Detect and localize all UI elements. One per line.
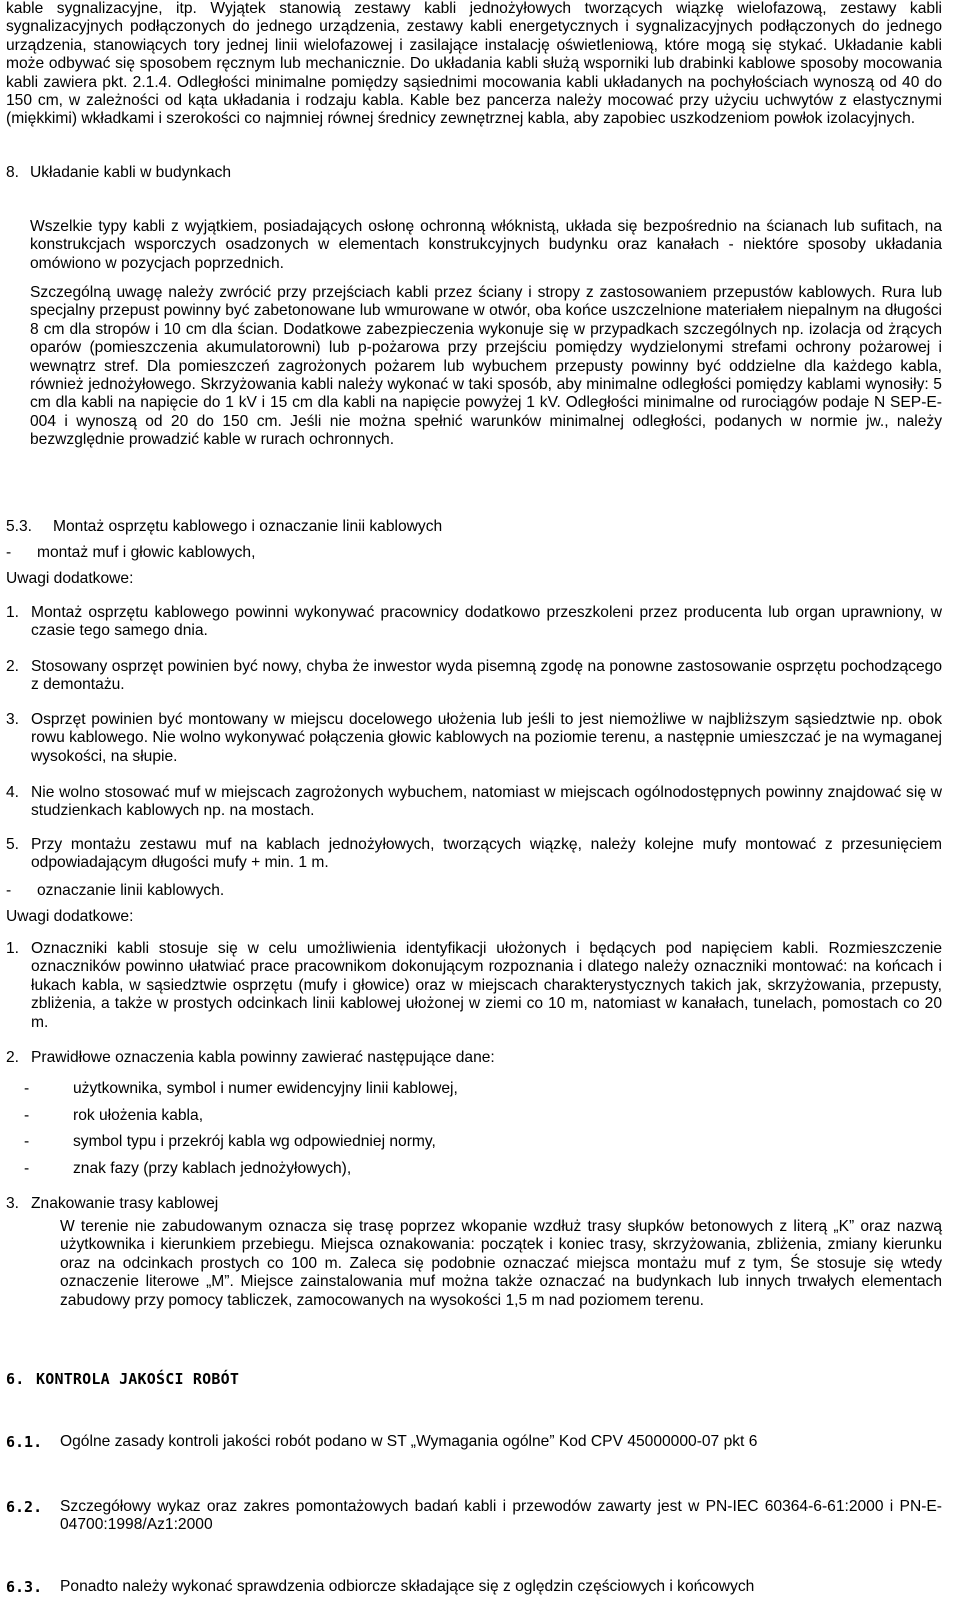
list-number: 3.	[6, 1195, 20, 1212]
subsection-number: 6.2.	[6, 1498, 43, 1516]
list-item	[6, 836, 942, 873]
subsection-item	[6, 1433, 942, 1451]
section-number: 5.3.	[6, 518, 33, 535]
list-number: 2.	[6, 658, 20, 675]
list-item-heading	[6, 1195, 218, 1213]
subsection-text: Szczegółowy wykaz oraz zakres pomontażowych badań kabli i przewodów zawarty jest w PN-IEC 60364-6-61:2000 i PN-E-04700:1998/Az1:2000	[60, 1498, 942, 1534]
dash-line	[6, 544, 255, 562]
section-heading-8	[6, 164, 231, 182]
list-heading-text: Znakowanie trasy kablowej	[31, 1195, 219, 1212]
subsection-item	[6, 1498, 942, 1535]
list-item	[6, 940, 942, 1032]
label-field-text: rok ułożenia kabla,	[73, 1107, 204, 1124]
list-number: 4.	[6, 784, 20, 801]
label-field-text: symbol typu i przekrój kabla wg odpowiedniej normy,	[73, 1133, 436, 1150]
label-field-item	[24, 1133, 436, 1151]
list-item	[6, 711, 942, 766]
subsection-text: Ogólne zasady kontroli jakości robót podano w ST „Wymagania ogólne” Kod CPV 45000000-07 pkt 6	[60, 1433, 758, 1450]
list-text: Prawidłowe oznaczenia kabla powinny zawierać następujące dane:	[31, 1049, 495, 1066]
body-paragraph: Szczególną uwagę należy zwrócić przy przejściach kabli przez ściany i stropy z zastosowaniem przepustów kablowych. Rura lub specjalny przepust powinny być zabetonowane lub wmurowane w otwór, oba końce uszczelnione materiałem niepalnym na długości 8 cm dla stropów i 10 cm dla ścian. Dodatkowe zabezpieczenia wykonuje się w przypadkach szczególnych np. izolacja od żrących oparów (pomieszczenia akumulatorowni) lub p-pożarowa przy przejściu pomiędzy wydzielonymi strefami ochrony pożarowej i wewnątrz stref. Dla pomieszczeń zagrożonych pożarem lub wybuchem przepusty powinny być oddzielne dla każdego kabla, również jednożyłowego. Skrzyżowania kabli należy wykonać w taki sposób, aby minimalne odległości pomiędzy kablami wynosiły: 5 cm dla kabli na napięcie do 1 kV i 15 cm dla kabli na napięcie powyżej 1 kV. Odległości minimalne od rurociągów podaje N SEP-E-004 i wynoszą od 20 do 150 cm. Jeśli nie można spełnić warunków minimalnej odległości, podanych w normie jw., należy bezwzględnie prowadzić kable w rurach ochronnych.	[30, 284, 942, 449]
subsection-number: 6.1.	[6, 1433, 43, 1451]
dash-marker: -	[24, 1080, 30, 1097]
list-item	[6, 658, 942, 695]
label-field-item	[24, 1080, 458, 1098]
subsection-item	[6, 1578, 942, 1596]
section-number: 8.	[6, 164, 20, 181]
section-title: KONTROLA JAKOŚCI ROBÓT	[36, 1370, 240, 1388]
section-heading-5-3	[6, 518, 442, 536]
list-number: 1.	[6, 604, 20, 621]
body-paragraph: W terenie nie zabudowanym oznacza się trasę poprzez wkopanie wzdłuż trasy słupków betonowych z literą „K” oraz nazwą użytkownika i kierunkiem przebiegu. Miejsca oznakowania: początek i koniec trasy, skrzyżowania, zbliżenia, zmiany kierunku oraz na odcinkach prostych co 100 m. Zaleca się podobnie oznaczać miejsca montażu muf z tym, Śe stosuje się wtedy oznaczenie literowe „M”. Miejsce zainstalowania muf można także oznaczać na budynkach lub innych trwałych elementach zabudowy przy pomocy tabliczek, zamocowanych na wysokości 1,5 m nad poziomem terenu.	[60, 1218, 942, 1309]
dash-text: montaż muf i głowic kablowych,	[37, 544, 256, 561]
label-field-text: znak fazy (przy kablach jednożyłowych),	[73, 1160, 352, 1177]
dash-marker: -	[6, 882, 12, 899]
remarks-label: Uwagi dodatkowe:	[6, 908, 134, 925]
body-paragraph: kable sygnalizacyjne, itp. Wyjątek stanowią zestawy kabli jednożyłowych tworzących wiązkę wielofazową, zestawy kabli sygnalizacyjnych podłączonych do jednego urządzenia, zestawy kabli energetycznych i sygnalizacyjnych podłączonych do jednego urządzenia, stanowiących tory jednej linii wielofazowej i zasilające instalację oświetleniową, które mogą się stykać. Układanie kabli może odbywać się sposobem ręcznym lub mechanicznie. Do układania kabli służą wsporniki lub drabinki kablowe sposoby mocowania kabli zawiera pkt. 2.1.4. Odległości minimalne pomiędzy sąsiednimi mocowania kabli układanych na pochyłościach wynoszą od 40 do 150 cm, w zależności od kąta układania i rodzaju kabla. Kable bez pancerza należy mocować przy użyciu uchwytów z elastycznymi (miękkimi) wkładkami i szerokości co najmniej równej średnicy zewnętrznej kabla, aby zapobiec uszkodzeniom powłok izolacyjnych.	[6, 0, 942, 128]
list-number: 5.	[6, 836, 20, 853]
subsection-text: Ponadto należy wykonać sprawdzenia odbiorcze składające się z oględzin częściowych i końcowych	[60, 1578, 755, 1595]
list-number: 3.	[6, 711, 20, 728]
list-text: Oznaczniki kabli stosuje się w celu umożliwienia identyfikacji ułożonych i będących pod napięciem kabli. Rozmieszczenie oznaczników powinno ułatwiać prace pracownikom dokonującym rozpoznania i dlatego należy oznaczniki montować: na końcach i łukach kabla, w sąsiedztwie osprzętu (mufy i głowice) oraz w miejscach charakterystycznych takich jak, skrzyżowania, przepusty, zbliżenia, a także w prostych odcinkach linii kablowej ułożonej w ziemi co 10 m, natomiast w kanałach, tunelach, pomostach co 20 m.	[31, 940, 942, 1031]
section-title: Układanie kabli w budynkach	[30, 164, 232, 181]
body-paragraph: Wszelkie typy kabli z wyjątkiem, posiadających osłonę ochronną włóknistą, układa się bezpośrednio na ścianach lub sufitach, na konstrukcjach wsporczych osadzonych w elementach konstrukcyjnych budynku oraz kanałach - niektóre sposoby układania omówiono w pozycjach poprzednich.	[30, 218, 942, 272]
list-text: Przy montażu zestawu muf na kablach jednożyłowych, tworzących wiązkę, należy kolejne mufy montować z przesunięciem odpowiadającym długości mufy + min. 1 m.	[31, 836, 942, 872]
list-text: Osprzęt powinien być montowany w miejscu docelowego ułożenia lub jeśli to jest niemożliwe w najbliższym sąsiedztwie np. obok rowu kablowego. Nie wolno wykonywać połączenia głowic kablowych na poziomie terenu, a następnie umieszczać je na wymaganej wysokości, na słupie.	[31, 711, 942, 765]
label-field-item	[24, 1160, 351, 1178]
dash-marker: -	[24, 1160, 30, 1177]
dash-text: oznaczanie linii kablowych.	[37, 882, 225, 899]
dash-marker: -	[24, 1133, 30, 1150]
list-item	[6, 1049, 942, 1067]
remarks-label: Uwagi dodatkowe:	[6, 570, 134, 587]
list-number: 1.	[6, 940, 20, 957]
section-number: 6.	[6, 1370, 25, 1388]
dash-marker: -	[6, 544, 12, 561]
subsection-number: 6.3.	[6, 1578, 43, 1596]
dash-marker: -	[24, 1107, 30, 1124]
list-item	[6, 784, 942, 821]
section-title: Montaż osprzętu kablowego i oznaczanie linii kablowych	[53, 518, 443, 535]
list-number: 2.	[6, 1049, 20, 1066]
label-field-text: użytkownika, symbol i numer ewidencyjny linii kablowej,	[73, 1080, 458, 1097]
list-text: Nie wolno stosować muf w miejscach zagrożonych wybuchem, natomiast w miejscach ogólnodostępnych powinny znajdować się w studzienkach kablowych np. na mostach.	[31, 784, 942, 820]
label-field-item	[24, 1107, 203, 1125]
section-heading-6	[6, 1370, 239, 1388]
list-text: Stosowany osprzęt powinien być nowy, chyba że inwestor wyda pisemną zgodę na ponowne zastosowanie osprzętu pochodzącego z demontażu.	[31, 658, 942, 694]
list-item	[6, 604, 942, 641]
list-text: Montaż osprzętu kablowego powinni wykonywać pracownicy dodatkowo przeszkoleni przez producenta lub organ uprawniony, w czasie tego samego dnia.	[31, 604, 942, 640]
dash-line	[6, 882, 224, 900]
